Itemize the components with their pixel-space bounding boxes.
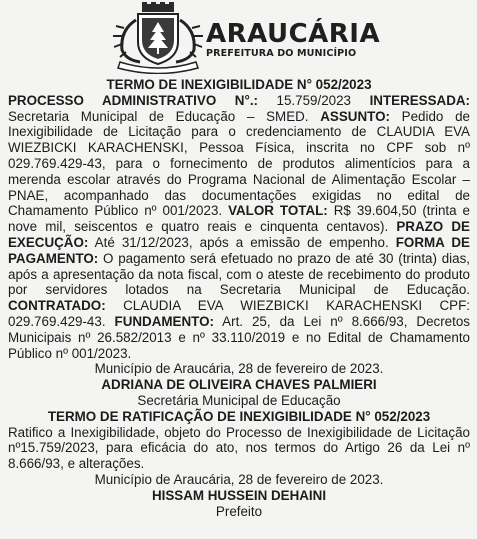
inexigibilidade-body (8, 93, 470, 362)
contratado-value: CLAUDIA EVA WIEZBICKI KARACHENSKI CPF: 029.769.429-43. (8, 298, 470, 329)
ratificacao-signer-name: HISSAM HUSSEIN DEHAINI (151, 487, 327, 503)
assunto-label: ASSUNTO: (320, 108, 390, 124)
processo-value: 15.759/2023 (258, 92, 370, 108)
inexigibilidade-date: Município de Araucária, 28 de fevereiro de 2023. (94, 361, 384, 377)
ratificacao-body: Ratifico a Inexigibilidade, objeto do Processo de Inexigibilidade de Licitação nº15.759/2023, para eficácia do ato, nos termos do Artigo 26 da Lei nº 8.666/93, e alterações. (8, 424, 470, 472)
contratado-label: CONTRATADO: (8, 298, 106, 314)
araucaria-coat-of-arms-icon (112, 2, 204, 74)
forma-value: O pagamento será efetuado no prazo de até 30 (trinta) dias, após a apresentação da nota fiscal, com o ateste de recebimento do produto por servidores lotados na Secretaria Municipal de Educação. (8, 250, 470, 298)
masthead (0, 0, 477, 75)
brand-block (206, 20, 380, 59)
fundamento-label: FUNDAMENTO: (114, 313, 214, 329)
inexigibilidade-title: TERMO DE INEXIGIBILIDADE N° 052/2023 (106, 77, 372, 92)
forma-label: FORMA DE PAGAMENTO: (8, 234, 470, 266)
brand-subtitle: PREFEITURA DO MUNICÍPIO (206, 48, 357, 59)
prazo-label: PRAZO DE EXECUÇÃO: (8, 219, 470, 250)
interessada-label: INTERESSADA: (369, 92, 470, 108)
official-notice (8, 77, 470, 519)
fundamento-value: Art. 25, da Lei nº 8.666/93, Decretos Municipais nº 26.582/2013 e nº 33.110/2019 e no Edital de Chamamento Público nº 001/2023. (8, 313, 470, 361)
valor-value: R$ 39.604,50 (trinta e nove mil, seiscentos e quatro reais e cinquenta centavos). (8, 203, 470, 235)
valor-label: VALOR TOTAL: (228, 203, 328, 219)
inexigibilidade-signer-role: Secretária Municipal de Educação (137, 392, 341, 408)
brand-name: ARAUCÁRIA (206, 19, 381, 49)
ratificacao-date: Município de Araucária, 28 de fevereiro de 2023. (94, 471, 384, 487)
prazo-value: Até 31/12/2023, após a emissão de empenho. (88, 234, 396, 250)
ratificacao-signer-role: Prefeito (215, 503, 263, 519)
ratificacao-title: TERMO DE RATIFICAÇÃO DE INEXIGIBILIDADE N° 052/2023 (47, 408, 431, 424)
interessada-value: Secretaria Municipal de Educação – SMED. (8, 108, 321, 124)
inexigibilidade-signer-name: ADRIANA DE OLIVEIRA CHAVES PALMIERI (101, 377, 377, 393)
assunto-value: Pedido de Inexigibilidade de Licitação para o credenciamento de CLAUDIA EVA WIEZBICKI KARACHENSKI, Pessoa Física, inscrita no CPF sob nº 029.769.429-43, para o fornecimento de produtos alimentícios para a merenda escolar através do Programa Nacional de Alimentação Escolar – PNAE, acompanhado das documentações exigidas no edital de Chamamento Público nº 001/2023. (8, 108, 470, 219)
processo-label: PROCESSO ADMINISTRATIVO N°.: (8, 92, 258, 108)
